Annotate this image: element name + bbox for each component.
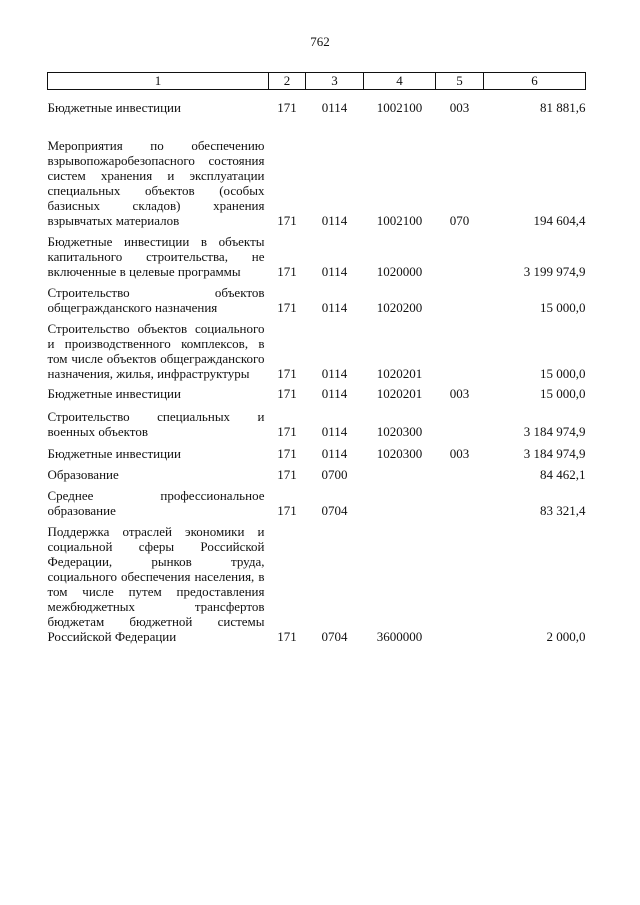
row-amount: 15 000,0 [540, 300, 586, 315]
budget-table [47, 72, 586, 644]
header-col-5: 5 [436, 73, 484, 90]
row-amount: 3 184 974,9 [523, 446, 586, 461]
table-row [48, 518, 586, 644]
row-code-2: 171 [277, 264, 297, 279]
row-amount: 3 184 974,9 [523, 424, 586, 439]
header-col-6: 6 [484, 73, 586, 90]
row-code-5 [436, 401, 484, 439]
row-amount: 84 462,1 [540, 467, 586, 482]
row-code-5 [436, 279, 484, 315]
row-code-2: 171 [277, 446, 297, 461]
row-code-4: 1020300 [376, 424, 423, 439]
row-amount: 194 604,4 [533, 213, 586, 228]
row-code-2: 171 [277, 366, 297, 381]
row-code-4: 1020201 [376, 366, 423, 381]
row-code-4: 1020200 [376, 300, 423, 315]
row-name: Бюджетные инвестиции в объекты капитального строительства, не включенные в целевые программы [47, 234, 265, 279]
header-col-3: 3 [306, 73, 364, 90]
row-code-4: 1002100 [376, 213, 423, 228]
table-row [48, 439, 586, 461]
row-amount: 2 000,0 [546, 629, 586, 644]
row-code-5: 070 [449, 213, 470, 228]
row-name: Бюджетные инвестиции [47, 446, 181, 461]
row-name: Мероприятия по обеспечению взрывопожаробезопасного состояния систем хранения и эксплуатации специальных объектов (особых базисных складов) хранения взрывчатых материалов [47, 138, 265, 228]
table-header [48, 73, 586, 90]
header-col-1: 1 [48, 73, 269, 90]
row-name: Строительство объектов социального и производственного комплексов, в том числе объектов общегражданского назначения, жилья, инфраструктуры [47, 321, 265, 381]
row-amount: 81 881,6 [540, 100, 586, 115]
header-col-2: 2 [269, 73, 306, 90]
row-code-3: 0700 [321, 467, 348, 482]
row-amount: 3 199 974,9 [523, 264, 586, 279]
table-row [48, 482, 586, 518]
header-col-4: 4 [364, 73, 436, 90]
row-name: Среднее профессиональное образование [47, 488, 265, 518]
row-code-5 [436, 461, 484, 482]
row-code-3: 0114 [321, 424, 348, 439]
row-name: Поддержка отраслей экономики и социальной сферы Российской Федерации, рынков труда, социального обеспечения населения, в том числе путем предоставления межбюджетных трансфертов бюджетам бюджетной системы Российской Федерации [47, 524, 265, 644]
row-code-5 [436, 315, 484, 381]
row-code-4: 1020300 [376, 446, 423, 461]
row-code-4: 3600000 [376, 629, 423, 644]
table-row [48, 228, 586, 279]
table-row [48, 381, 586, 401]
row-amount: 15 000,0 [540, 366, 586, 381]
row-code-2: 171 [277, 629, 297, 644]
row-code-3: 0114 [321, 386, 348, 401]
table-row [48, 315, 586, 381]
table-row [48, 115, 586, 228]
row-code-2: 171 [277, 100, 297, 115]
row-code-3: 0704 [321, 629, 348, 644]
row-code-4: 1020201 [376, 386, 423, 401]
row-code-5: 003 [449, 446, 470, 461]
row-name: Образование [47, 467, 119, 482]
row-code-2: 171 [277, 300, 297, 315]
row-code-2: 171 [277, 467, 297, 482]
row-code-4 [364, 482, 436, 518]
page-number: 762 [310, 34, 330, 49]
row-code-5: 003 [449, 386, 470, 401]
table-body [48, 90, 586, 645]
row-code-3: 0114 [321, 446, 348, 461]
row-code-5 [436, 518, 484, 644]
row-name: Бюджетные инвестиции [47, 386, 181, 401]
row-code-3: 0114 [321, 264, 348, 279]
row-code-3: 0114 [321, 100, 348, 115]
row-code-5: 003 [449, 100, 470, 115]
row-code-2: 171 [277, 503, 297, 518]
row-code-3: 0114 [321, 213, 348, 228]
row-code-4: 1020000 [376, 264, 423, 279]
row-code-4 [364, 461, 436, 482]
row-code-5 [436, 482, 484, 518]
row-code-2: 171 [277, 213, 297, 228]
table-row [48, 461, 586, 482]
row-amount: 15 000,0 [540, 386, 586, 401]
row-amount: 83 321,4 [540, 503, 586, 518]
row-code-5 [436, 228, 484, 279]
row-name: Бюджетные инвестиции [47, 100, 181, 115]
row-code-3: 0114 [321, 366, 348, 381]
table-row [48, 90, 586, 116]
row-name: Строительство объектов общегражданского назначения [47, 285, 265, 315]
table-row [48, 401, 586, 439]
row-code-2: 171 [277, 386, 297, 401]
table-row [48, 279, 586, 315]
row-code-4: 1002100 [376, 100, 423, 115]
row-code-3: 0114 [321, 300, 348, 315]
row-name: Строительство специальных и военных объектов [47, 409, 265, 439]
row-code-2: 171 [277, 424, 297, 439]
row-code-3: 0704 [321, 503, 348, 518]
header-row [48, 73, 586, 90]
